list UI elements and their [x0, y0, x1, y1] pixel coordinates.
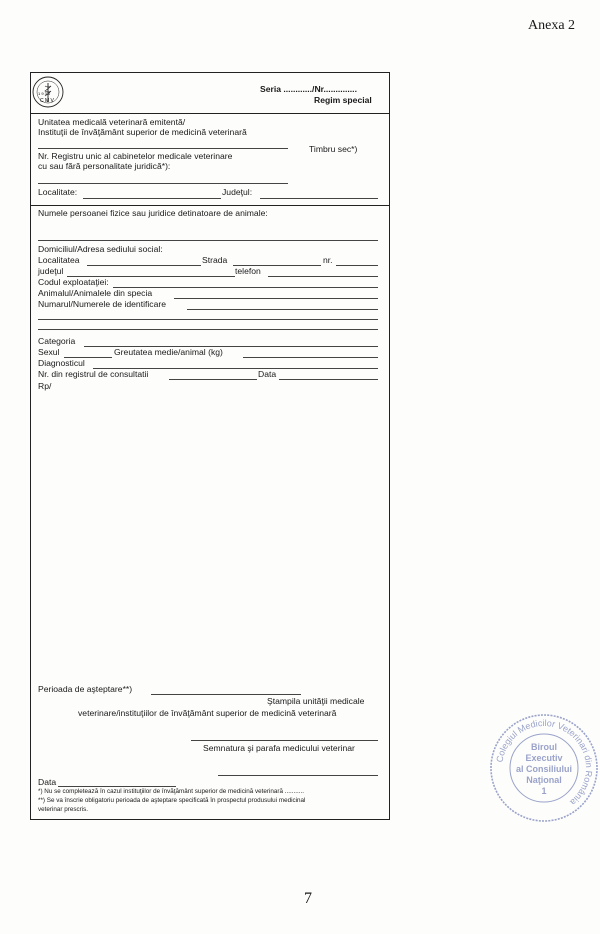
divider [31, 205, 389, 206]
cod-line[interactable] [113, 287, 378, 288]
specia-line[interactable] [174, 298, 378, 299]
stamp-ring-text: Colegiul Medicilor Veterinari din România [494, 717, 595, 808]
perioada-line[interactable] [151, 694, 301, 695]
stamp-line3: al Consiliului [515, 764, 573, 774]
issuer-line[interactable] [38, 148, 288, 149]
page-number: 7 [304, 890, 312, 907]
divider [31, 113, 389, 114]
registry-label-2: cu sau fără personalitate juridică*): [38, 161, 171, 171]
prescription-form [30, 72, 390, 820]
series-number: Seria ............/Nr.............. [260, 84, 357, 94]
greutatea-line[interactable] [243, 357, 378, 358]
issuer-institution-label: Instituţii de învăţământ superior de medicină veterinară [38, 127, 247, 137]
greutatea-label: Greutatea medie/animal (kg) [114, 347, 223, 357]
telefon-label: telefon [235, 266, 261, 276]
stamp-line2: Executiv [525, 753, 563, 763]
registry-label: Nr. Registru unic al cabinetelor medicale veterinare [38, 151, 233, 161]
regime-label: Regim special [314, 95, 372, 105]
stampila-label-2: veterinare/instituţiilor de învăţământ superior de medicină veterinară [78, 708, 337, 718]
cod-label: Codul exploataţiei: [38, 277, 109, 287]
cmv-logo [31, 75, 65, 109]
nr-line[interactable] [336, 265, 378, 266]
domiciliu-label: Domiciliul/Adresa sediului social: [38, 244, 163, 254]
localitatea-label: Localitatea [38, 255, 80, 265]
judetul-label: judeţul [38, 266, 64, 276]
sexul-label: Sexul [38, 347, 60, 357]
timbru-label: Timbru sec*) [309, 144, 358, 154]
stampila-label: Ştampila unităţii medicale [267, 696, 365, 706]
localitate-line[interactable] [83, 198, 221, 199]
perioada-label: Perioada de aşteptare**) [38, 684, 133, 694]
footer-data-line[interactable] [58, 786, 176, 787]
footer-data-label: Data [38, 777, 57, 787]
owner-name-label: Numele persoanei fizice sau juridice detinatoare de animale: [38, 208, 268, 218]
registry-line[interactable] [38, 183, 288, 184]
nr-label: nr. [323, 255, 333, 265]
stamp-line1: Biroul [531, 742, 557, 752]
stamp-line4: Naţional [526, 775, 562, 785]
stamp-line5: 1 [541, 786, 547, 796]
data-line[interactable] [279, 379, 378, 380]
identificare-line-2[interactable] [38, 319, 378, 320]
rp-label: Rp/ [38, 381, 52, 391]
specia-label: Animalul/Animalele din specia [38, 288, 153, 298]
judet-line[interactable] [260, 198, 378, 199]
logo-years: 1 9 3 0 [38, 91, 51, 96]
footnote-2: **) Se va înscrie obligatoriu perioada de aşteptare specificată în prospectul produsului medicinal [38, 797, 306, 804]
footnote-1: *) Nu se completează în cazul instituţiilor de învăţământ superior de medicină veterinară ........... [38, 788, 304, 795]
owner-name-line[interactable] [38, 240, 378, 241]
strada-label: Strada [202, 255, 228, 265]
signature-line[interactable] [218, 775, 378, 776]
nr-registru-line[interactable] [169, 379, 257, 380]
footnote-3: veterinar prescris. [38, 806, 89, 813]
telefon-line[interactable] [268, 276, 378, 277]
semnatura-line[interactable] [191, 740, 378, 741]
data-label: Data [258, 369, 277, 379]
identificare-line-3[interactable] [38, 329, 378, 330]
annex-label: Anexa 2 [528, 18, 576, 33]
identificare-label: Numarul/Numerele de identificare [38, 299, 167, 309]
categoria-label: Categoria [38, 336, 76, 346]
official-stamp [488, 712, 600, 824]
semnatura-label: Semnatura şi parafa medicului veterinar [203, 743, 355, 753]
localitatea-line[interactable] [87, 265, 201, 266]
localitate-label: Localitate: [38, 187, 78, 197]
diagnosticul-label: Diagnosticul [38, 358, 85, 368]
identificare-line[interactable] [187, 309, 378, 310]
logo-text: C M V [40, 98, 54, 104]
nr-registru-label: Nr. din registrul de consultatii [38, 369, 149, 379]
issuer-unit-label: Unitatea medicală veterinară emitentă/ [38, 117, 186, 127]
judet-label: Judeţul: [222, 187, 253, 197]
